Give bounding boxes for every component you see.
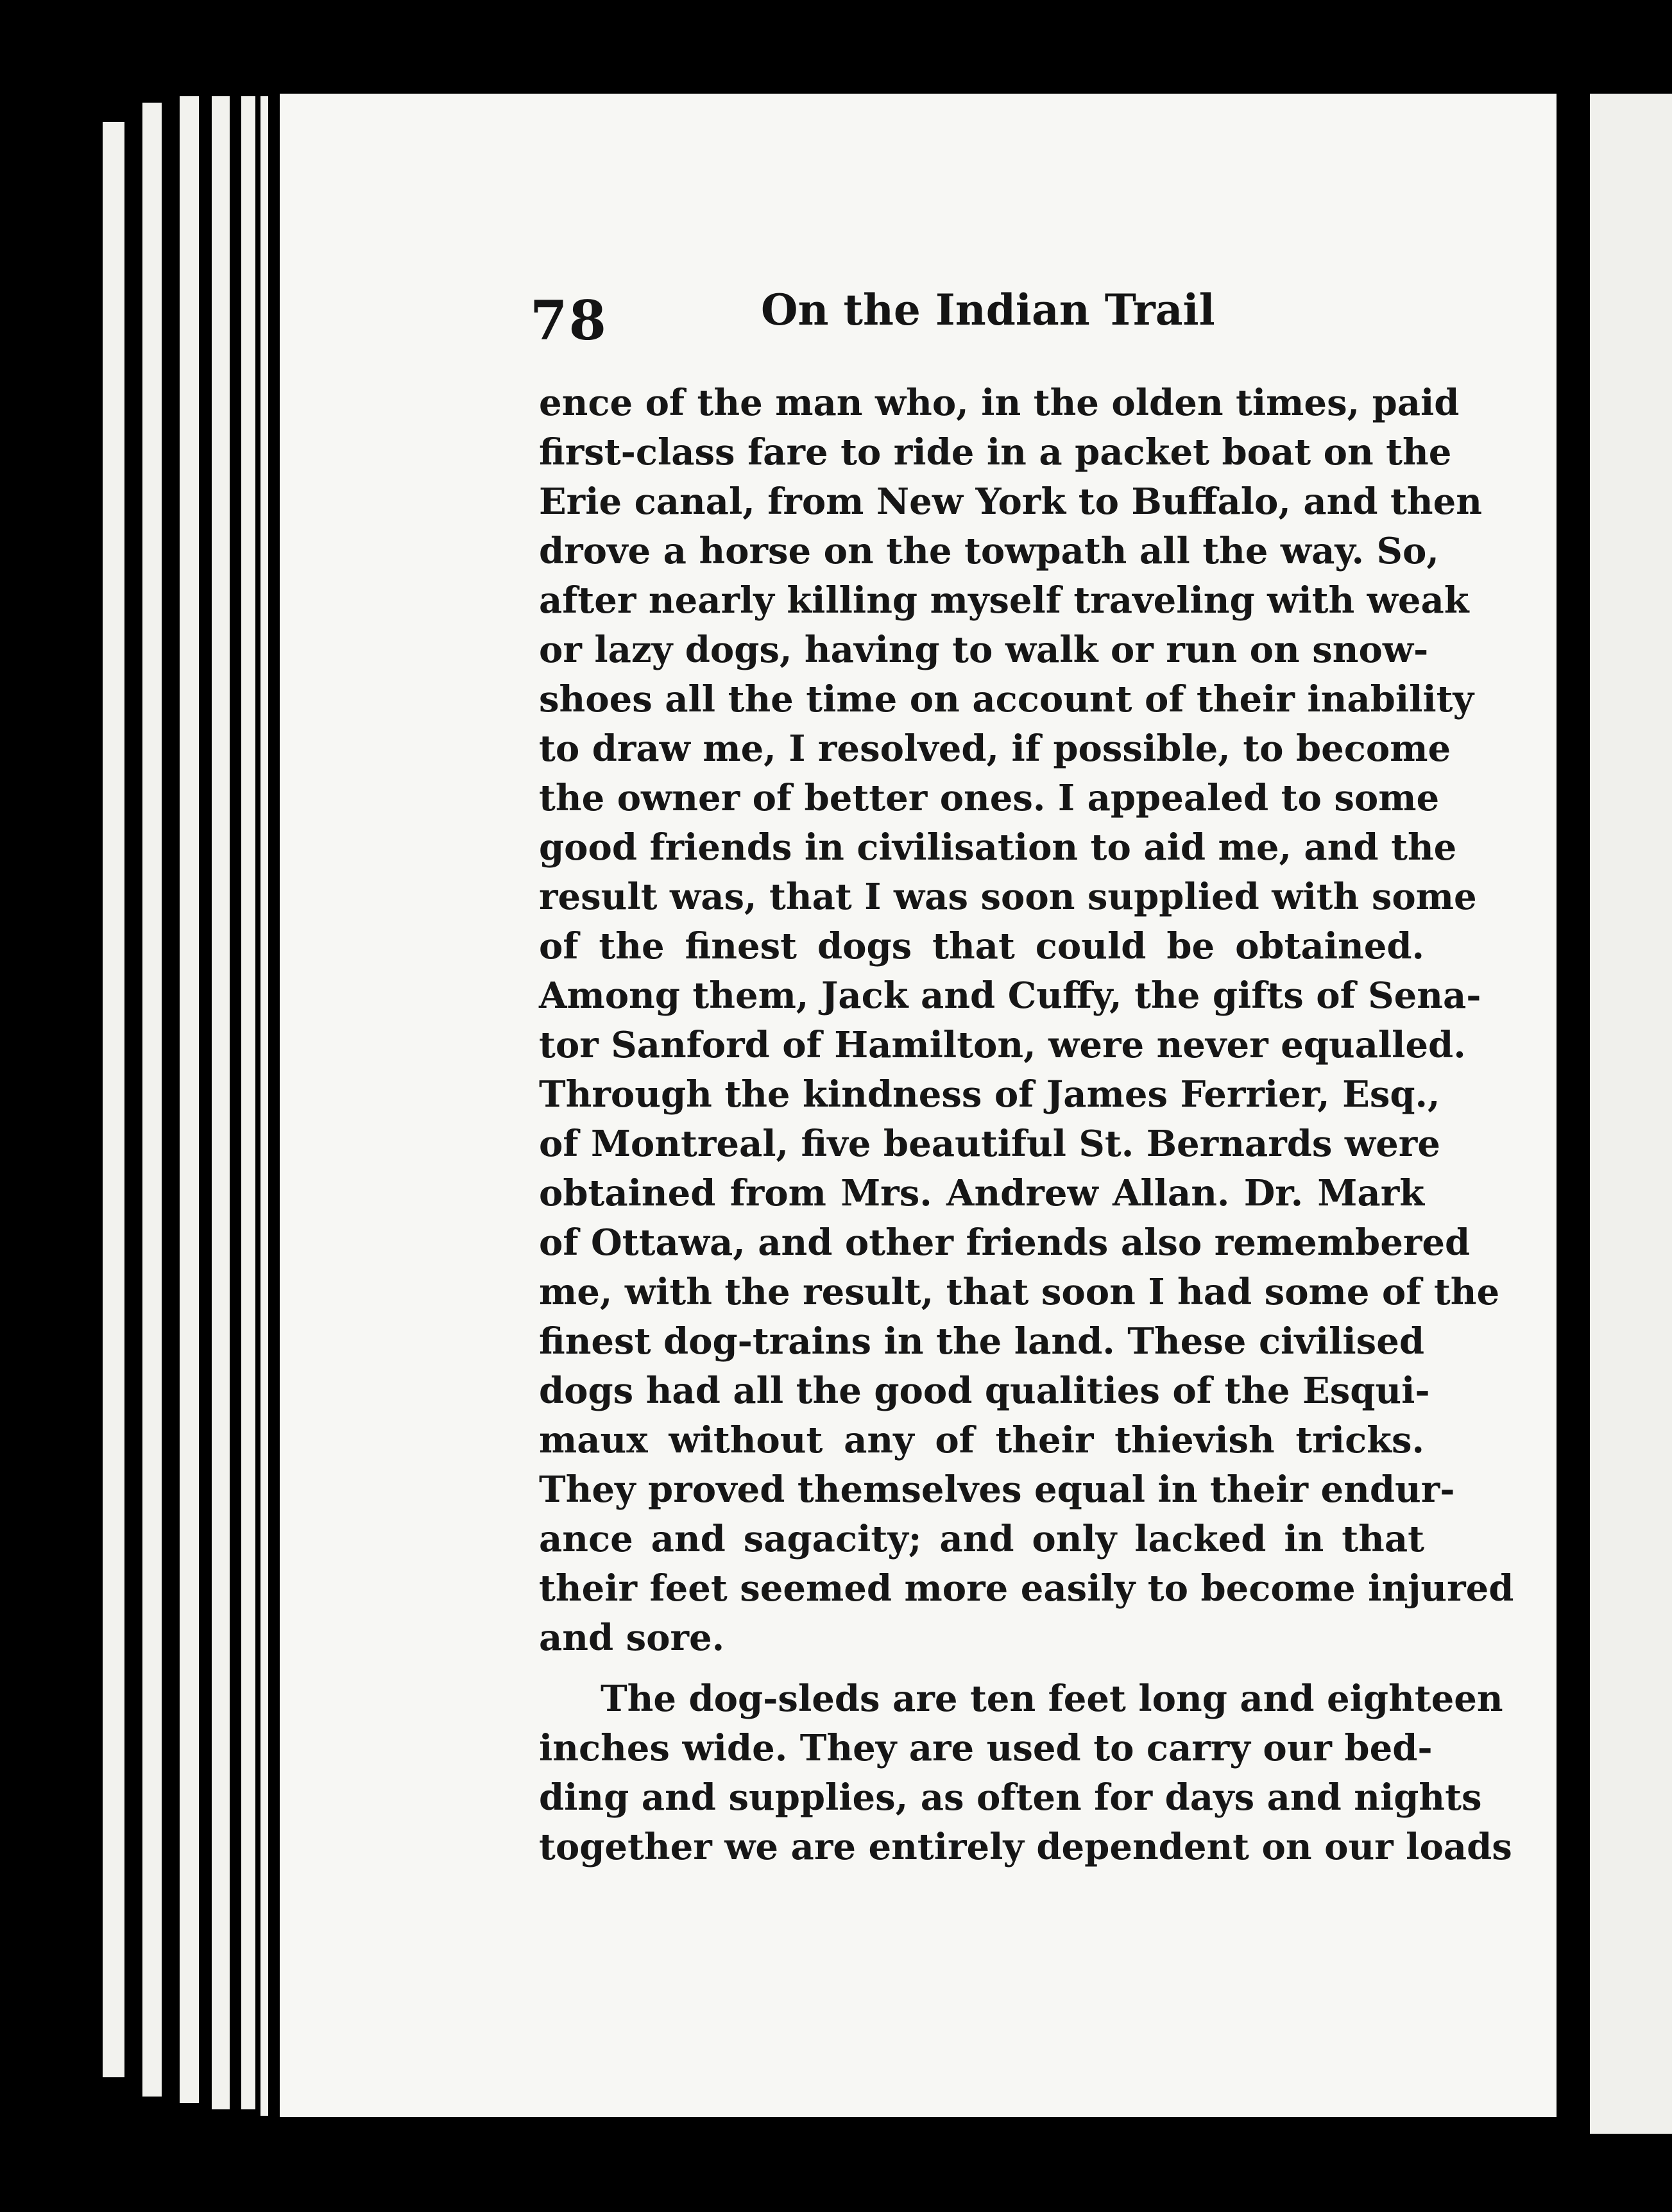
page-edge	[180, 96, 199, 2103]
body-text	[539, 379, 1514, 1872]
page-edge	[260, 96, 268, 2116]
page-number: 78	[530, 289, 608, 352]
text-line: to draw me, I resolved, if possible, to become	[539, 727, 1451, 770]
paragraph	[539, 379, 1514, 1663]
text-line: The dog-sleds are ten feet long and eighteen	[601, 1678, 1503, 1720]
text-line: of Ottawa, and other friends also remembered	[539, 1221, 1471, 1264]
text-line: or lazy dogs, having to walk or run on snow-	[539, 629, 1429, 671]
page-edge	[212, 96, 230, 2109]
running-head	[530, 276, 1441, 352]
text-line: together we are entirely dependent on our loads	[539, 1826, 1512, 1868]
text-line: ding and supplies, as often for days and nights	[539, 1776, 1482, 1819]
text-line: ence of the man who, in the olden times, paid	[539, 382, 1460, 424]
text-line: inches wide. They are used to carry our bed-	[539, 1727, 1433, 1769]
text-line: of the finest dogs that could be obtained.	[539, 925, 1424, 967]
text-line: Among them, Jack and Cuffy, the gifts of Sena-	[539, 974, 1481, 1017]
book-title: On the Indian Trail	[761, 285, 1215, 335]
text-line: ance and sagacity; and only lacked in that	[539, 1518, 1424, 1560]
text-line: of Montreal, five beautiful St. Bernards were	[539, 1123, 1440, 1165]
text-line: finest dog-trains in the land. These civilised	[539, 1320, 1424, 1363]
text-line: drove a horse on the towpath all the way. So,	[539, 530, 1439, 572]
text-line: result was, that I was soon supplied with some	[539, 876, 1477, 918]
text-line: the owner of better ones. I appealed to some	[539, 777, 1440, 819]
page-edge	[103, 122, 124, 2077]
text-line: after nearly killing myself traveling with weak	[539, 579, 1469, 622]
text-line: Through the kindness of James Ferrier, Esq.,	[539, 1073, 1440, 1116]
paragraph	[539, 1674, 1512, 1872]
text-line: dogs had all the good qualities of the Esqui-	[539, 1370, 1430, 1412]
text-line: Erie canal, from New York to Buffalo, and then	[539, 481, 1482, 523]
page-edge	[142, 103, 162, 2097]
page-edge	[241, 96, 255, 2109]
text-line: their feet seemed more easily to become injured	[539, 1567, 1514, 1610]
text-line: good friends in civilisation to aid me, and the	[539, 826, 1457, 869]
text-line: tor Sanford of Hamilton, were never equalled.	[539, 1024, 1466, 1066]
text-line: They proved themselves equal in their endur-	[539, 1468, 1455, 1511]
text-line: maux without any of their thievish tricks.	[539, 1419, 1424, 1461]
text-line: me, with the result, that soon I had some of the	[539, 1271, 1500, 1313]
facing-page-edge	[1590, 94, 1672, 2134]
text-line: first-class fare to ride in a packet boat on the	[539, 431, 1452, 473]
text-line: obtained from Mrs. Andrew Allan. Dr. Mark	[539, 1172, 1424, 1214]
paragraph-gap	[539, 1663, 1424, 1674]
text-line: shoes all the time on account of their inability	[539, 678, 1474, 720]
text-line: and sore.	[539, 1617, 725, 1659]
